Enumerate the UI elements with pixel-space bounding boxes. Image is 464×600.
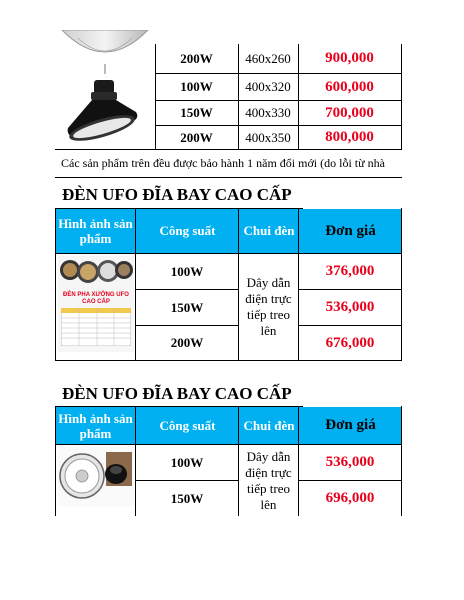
table-row-price: 800,000	[325, 129, 374, 145]
table-row-price: 376,000	[325, 263, 375, 279]
table-row-power: 200W	[180, 50, 213, 66]
highbay-lamp-image	[60, 30, 150, 74]
table-row-size: 400x350	[245, 129, 291, 145]
table-row-price: 600,000	[325, 78, 374, 95]
table-row-power: 200W	[180, 129, 213, 145]
table-row-power: 100W	[170, 454, 204, 470]
header-image: Hình ảnh sản phẩm	[58, 216, 133, 246]
table-row-power: 100W	[180, 79, 213, 94]
header-price: Đơn giá	[325, 417, 376, 433]
header-image: Hình ảnh sản phẩm	[58, 410, 133, 441]
header-price: Đơn giá	[325, 222, 376, 239]
spec-table-graphic	[61, 308, 131, 346]
image-caption-line1: ĐÈN PHA XƯỞNG UFO	[63, 292, 129, 298]
table-row-power: 150W	[180, 105, 213, 120]
warranty-note: Các sản phẩm trên đều được bảo hành 1 năm đổi mới (do lỗi từ nhà	[61, 156, 385, 170]
table-row-power: 100W	[170, 263, 204, 279]
table-row-power: 150W	[170, 299, 204, 315]
header-power: Công suất	[159, 417, 216, 433]
socket-description: Dây dẫn điện trực tiếp treo lên	[245, 275, 292, 338]
ufo-lamp-icon	[58, 256, 134, 296]
product-image	[58, 446, 134, 506]
table-row-price: 900,000	[325, 50, 374, 66]
section-title: ĐÈN UFO ĐĨA BAY CAO CẤP	[62, 384, 292, 403]
table-row-size: 460x260	[245, 50, 291, 66]
section-title: ĐÈN UFO ĐĨA BAY CAO CẤP	[62, 185, 292, 204]
table-row-size: 400x320	[245, 79, 291, 94]
socket-description: Dây dẫn điện trực tiếp treo lên	[245, 448, 292, 512]
black-highbay-lamp-image	[62, 78, 144, 146]
table-row-price: 700,000	[325, 104, 374, 121]
header-power: Công suất	[159, 223, 216, 238]
header-socket: Chui đèn	[243, 417, 295, 433]
table-row-power: 200W	[170, 335, 204, 350]
table-row-power: 150W	[170, 490, 204, 506]
table-row-price: 696,000	[325, 490, 375, 506]
table-row-price: 536,000	[325, 299, 375, 315]
image-caption-line2: CAO CẤP	[82, 299, 110, 305]
table-row-price: 676,000	[325, 334, 375, 351]
table-row-size: 400x330	[245, 105, 291, 120]
table-row-price: 536,000	[325, 454, 375, 470]
ufo-lamp-icon	[58, 446, 134, 506]
product-image	[58, 256, 134, 352]
header-socket: Chui đèn	[243, 223, 295, 238]
